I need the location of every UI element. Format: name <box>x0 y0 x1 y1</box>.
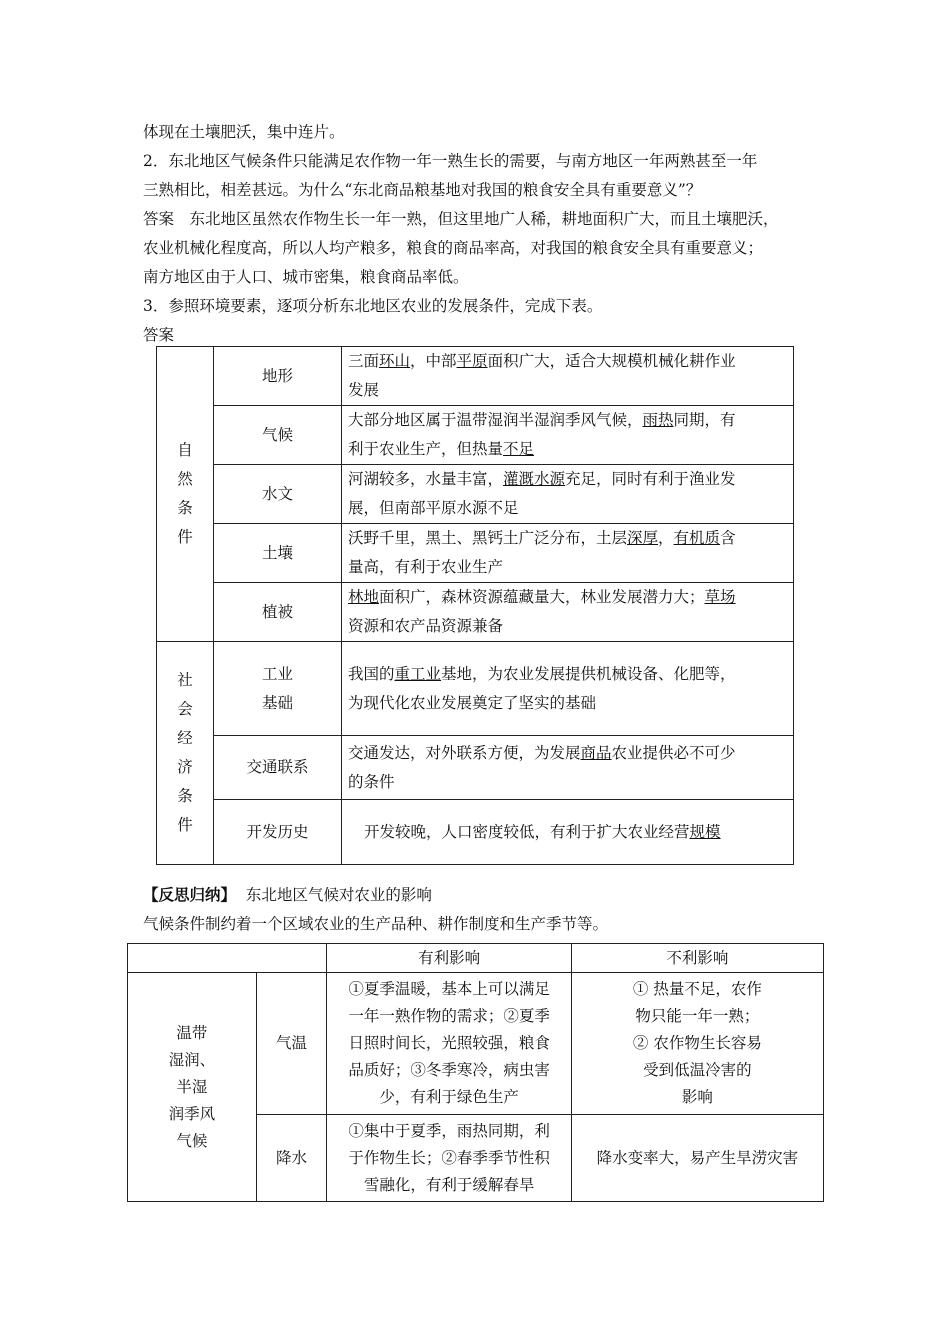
transport-label: 交通联系 <box>214 736 342 800</box>
history-label: 开发历史 <box>214 800 342 865</box>
table-row <box>157 406 794 465</box>
answer-2-line-1: 答案 东北地区虽然农作物生长一年一熟，但这里地广人稀，耕地面积广大，而且土壤肥沃， <box>143 210 779 228</box>
precipitation-label: 降水 <box>256 1115 327 1202</box>
table-row <box>157 347 794 406</box>
precipitation-unfavorable: 降水变率大，易产生旱涝灾害 <box>571 1115 823 1202</box>
header-blank <box>128 944 327 973</box>
reflection-title: 东北地区气候对农业的影响 <box>245 886 432 904</box>
natural-conditions-cell: 自 然 条 件 <box>157 347 214 642</box>
climate-desc: 大部分地区属于温带湿润半湿润季风气候，雨热同期，有 利于农业生产，但热量不足 <box>342 406 794 465</box>
temperature-label: 气温 <box>256 973 327 1115</box>
table-row <box>157 465 794 524</box>
vegetation-desc: 林地面积广，森林资源蕴藏量大，林业发展潜力大；草场 资源和农产品资源兼备 <box>342 583 794 642</box>
question-2-line-1: 2．东北地区气候条件只能满足农作物一年一熟生长的需要，与南方地区一年两熟甚至一年 <box>143 152 758 170</box>
reflection-heading <box>143 880 608 910</box>
question-2 <box>143 147 823 292</box>
question-3-line: 3．参照环境要素，逐项分析东北地区农业的发展条件，完成下表。 <box>143 297 603 315</box>
terrain-desc: 三面环山，中部平原面积广大，适合大规模机械化耕作业 发展 <box>342 347 794 406</box>
precipitation-favorable: ①集中于夏季，雨热同期，利 于作物生长；②春季季节性积 雪融化，有利于缓解春旱 <box>327 1115 571 1202</box>
answer-3-label: 答案 <box>143 326 175 344</box>
question-2-line-2: 三熟相比，相差甚远。为什么“东北商品粮基地对我国的粮食安全具有重要意义”？ <box>143 181 702 199</box>
vegetation-label: 植被 <box>214 583 342 642</box>
header-unfavorable: 不利影响 <box>571 944 823 973</box>
climate-impact-table <box>127 943 824 1202</box>
hydrology-desc: 河湖较多，水量丰富，灌溉水源充足，同时有利于渔业发 展，但南部平原水源不足 <box>342 465 794 524</box>
reflection-text: 气候条件制约着一个区域农业的生产品种、耕作制度和生产季节等。 <box>143 915 609 933</box>
climate-type-cell: 温带 湿润、 半湿 润季风 气候 <box>128 973 257 1202</box>
table-row <box>157 524 794 583</box>
table-row <box>157 583 794 642</box>
history-desc: 开发较晚，人口密度较低，有利于扩大农业经营规模 <box>342 800 794 865</box>
industry-label: 工业 基础 <box>214 642 342 736</box>
table-row <box>157 642 794 736</box>
answer-2-line-2: 农业机械化程度高，所以人均产粮多，粮食的商品率高，对我国的粮食安全具有重要意义； <box>143 239 764 257</box>
intro-paragraph <box>143 118 823 147</box>
hydrology-label: 水文 <box>214 465 342 524</box>
reflection-bracket: 【反思归纳】 <box>143 885 237 904</box>
temperature-favorable: ①夏季温暖，基本上可以满足 一年一熟作物的需求；②夏季 日照时间长，光照较强，粮食 品质好；③冬季寒冷，病虫害 少，有利于绿色生产 <box>327 973 571 1115</box>
conditions-table <box>156 346 794 865</box>
table-row <box>157 800 794 865</box>
soil-desc: 沃野千里，黑土、黑钙土广泛分布，土层深厚，有机质含 量高，有利于农业生产 <box>342 524 794 583</box>
terrain-label: 地形 <box>214 347 342 406</box>
temperature-unfavorable: ① 热量不足，农作 物只能一年一熟； ② 农作物生长容易 受到低温冷害的 影响 <box>571 973 823 1115</box>
climate-label: 气候 <box>214 406 342 465</box>
industry-desc: 我国的重工业基地，为农业发展提供机械设备、化肥等， 为现代化农业发展奠定了坚实的基础 <box>342 642 794 736</box>
soil-label: 土壤 <box>214 524 342 583</box>
question-3 <box>143 292 823 350</box>
transport-desc: 交通发达，对外联系方便，为发展商品农业提供必不可少 的条件 <box>342 736 794 800</box>
intro-line: 体现在土壤肥沃，集中连片。 <box>143 123 345 141</box>
table-header-row <box>128 944 824 973</box>
table-row <box>157 736 794 800</box>
socioeconomic-conditions-cell: 社 会 经 济 条 件 <box>157 642 214 865</box>
table-row <box>128 973 824 1115</box>
header-favorable: 有利影响 <box>327 944 571 973</box>
reflection-section <box>143 880 608 939</box>
answer-2-line-3: 南方地区由于人口、城市密集，粮食商品率低。 <box>143 268 469 286</box>
